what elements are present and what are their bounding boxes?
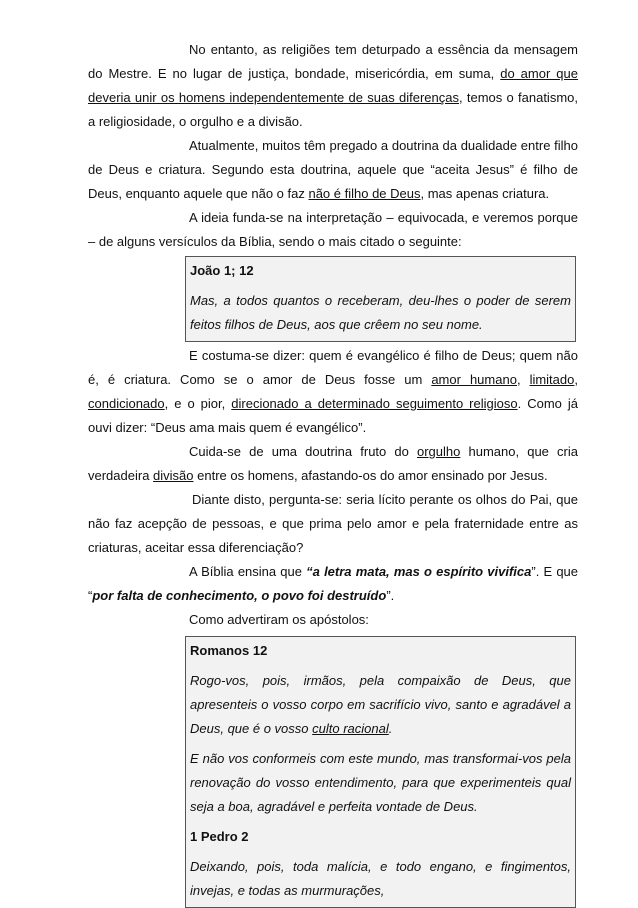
underlined-text: divisão [153, 468, 194, 483]
paragraph-7 [88, 560, 578, 608]
underlined-text: direcionado a determinado seguimento religioso [231, 396, 518, 411]
text: No entanto, as religiões tem deturpado a essência da mensagem do Mestre. E no lugar de justiça, bondade, misericórdia, em suma, [88, 42, 578, 81]
text: , [574, 372, 578, 387]
text: , mas apenas criatura. [420, 186, 550, 201]
underlined-text: do amor que deveria unir os homens independentemente de suas diferenças [88, 66, 579, 105]
text: , [516, 372, 530, 387]
text: ”. [386, 588, 395, 603]
underlined-text: limitado [529, 372, 575, 387]
document-page [88, 38, 578, 908]
paragraph-3: A ideia funda-se na interpretação – equivocada, e veremos porque – de alguns versículos da Bíblia, sendo o mais citado o seguinte: [88, 210, 578, 249]
text: E costuma-se dizer: quem é evangélico é filho de Deus; quem não é, é criatura. Como se o amor de Deus fosse um [88, 348, 578, 387]
quote-reference: Romanos 12 [190, 643, 268, 658]
text: , temos o fanatismo, a religiosidade, o orgulho e a divisão. [88, 90, 578, 129]
bold-italic-text: “a letra mata, mas o espírito vivifica [306, 564, 532, 579]
bible-quote-box-2 [185, 636, 576, 908]
quote-reference: João 1; 12 [190, 263, 254, 278]
paragraph-4 [88, 344, 578, 440]
quote-verse [190, 669, 571, 741]
text: A Bíblia ensina que [189, 564, 307, 579]
text: . Como já ouvi dizer: “Deus ama mais quem é evangélico”. [88, 396, 578, 435]
paragraph-1 [88, 38, 578, 134]
text: Rogo-vos, pois, irmãos, pela compaixão de Deus, que apresenteis o vosso corpo em sacrifício vivo, santo e agradável a Deus, que é o vosso [190, 673, 571, 736]
paragraph-8: Como advertiram os apóstolos: [189, 612, 369, 627]
text: . [388, 721, 393, 736]
paragraph-6: Diante disto, pergunta-se: seria lícito perante os olhos do Pai, que não faz acepção de pessoas, e que prima pelo amor e pela fraternidade entre as criaturas, aceitar essa diferenciação? [88, 492, 578, 555]
text: Cuida-se de uma doutrina fruto do [189, 444, 417, 459]
bible-quote-box-1 [185, 256, 576, 342]
underlined-text: condicionado [88, 396, 165, 411]
underlined-text: não é filho de Deus [308, 186, 421, 201]
paragraph-2 [88, 134, 578, 206]
text: , e o pior, [164, 396, 232, 411]
underlined-text: amor humano [431, 372, 517, 387]
paragraph-5 [88, 440, 578, 488]
underlined-text: culto racional [312, 721, 389, 736]
text: Atualmente, muitos têm pregado a doutrina da dualidade entre filho de Deus e criatura. Segundo esta doutrina, aquele que “aceita Jesus” é filho de Deus, enquanto aquele que não o faz [88, 138, 578, 201]
quote-reference: 1 Pedro 2 [190, 829, 249, 844]
bold-italic-text: por falta de conhecimento, o povo foi destruído [92, 588, 387, 603]
text: ”. E que “ [88, 564, 579, 603]
text: humano, que cria verdadeira [88, 444, 578, 483]
underlined-text: orgulho [417, 444, 461, 459]
quote-verse: Deixando, pois, toda malícia, e todo engano, e fingimentos, invejas, e todas as murmurações, [190, 859, 571, 898]
text: entre os homens, afastando-os do amor ensinado por Jesus. [193, 468, 548, 483]
quote-verse: E não vos conformeis com este mundo, mas transformai-vos pela renovação do vosso entendimento, para que experimenteis qual seja a boa, agradável e perfeita vontade de Deus. [190, 751, 571, 814]
quote-verse: Mas, a todos quantos o receberam, deu-lhes o poder de serem feitos filhos de Deus, aos que crêem no seu nome. [190, 293, 571, 332]
